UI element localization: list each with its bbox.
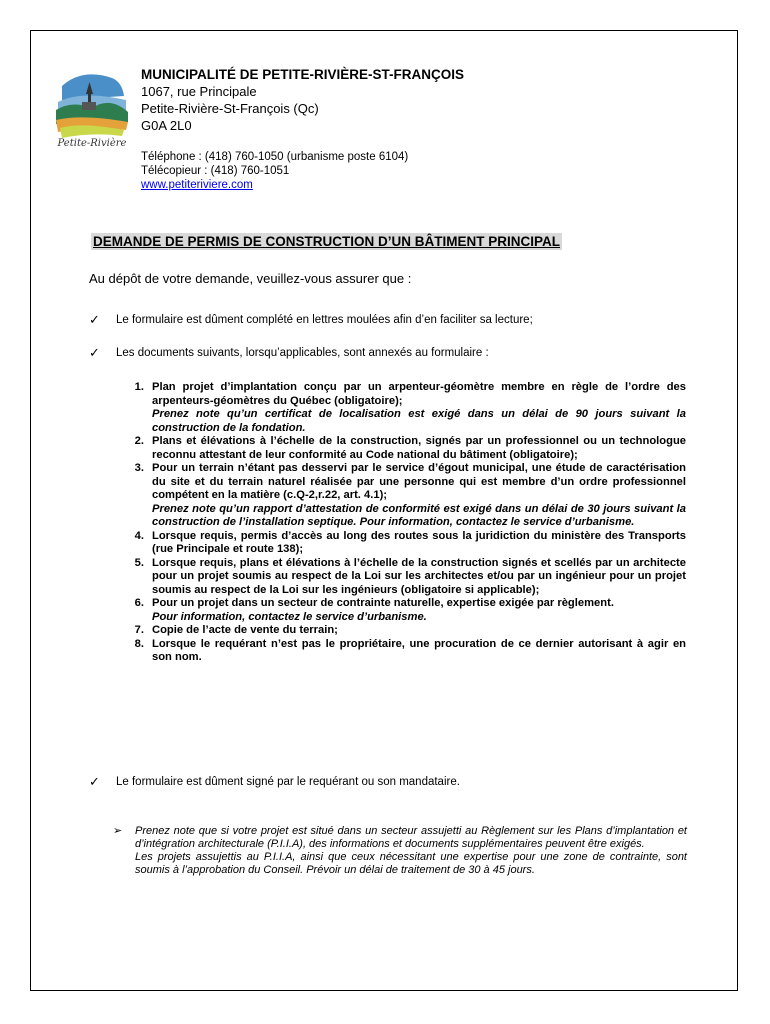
item-number: 8.	[134, 637, 144, 650]
municipality-name: MUNICIPALITÉ DE PETITE-RIVIÈRE-ST-FRANÇOIS	[141, 67, 465, 82]
item-number: 6.	[134, 597, 144, 609]
checklist-item: ✓ Le formulaire est dûment complété en lettres moulées afin d’en faciliter sa lecture;	[89, 312, 533, 327]
checkmark-icon: ✓	[89, 774, 100, 789]
checkmark-icon: ✓	[89, 312, 100, 327]
header-address	[141, 66, 464, 134]
checkmark-icon: ✓	[89, 345, 100, 360]
svg-text:Petite-Rivière: Petite-Rivière	[57, 138, 127, 149]
document-item	[120, 530, 686, 557]
document-item	[120, 435, 686, 462]
address-line1: 1067, rue Principale	[141, 84, 257, 99]
item-number: 2.	[134, 435, 144, 447]
municipality-logo	[52, 66, 132, 154]
item-note: Pour information, contactez le service d’urbanisme.	[152, 610, 427, 623]
notice-paragraph: Prenez note que si votre projet est situé dans un secteur assujetti au Règlement sur les Plans d’implantation et d’intégration architecturale (P.I.I.A), des informations et documents supplémentaires peuvent être exigés.	[135, 825, 687, 850]
item-text: Lorsque requis, plans et élévations à l’échelle de la construction signés et scellés par un architecte pour un projet soumis au respect de la Loi sur les architectes et/ou par un ingénieur pour un projet soumis au respect de la Loi sur les ingénieurs (obligatoire si applicable);	[152, 556, 686, 596]
item-text: Lorsque le requérant n’est pas le propriétaire, une procuration de ce dernier autorisant à agir en son nom.	[152, 637, 686, 663]
document-item	[120, 624, 686, 638]
item-number: 7.	[134, 624, 144, 636]
item-number: 1.	[134, 381, 144, 393]
item-number: 3.	[134, 462, 144, 474]
document-item	[120, 557, 686, 598]
website-link[interactable]: www.petiteriviere.com	[141, 179, 253, 191]
checklist-item: ✓ Le formulaire est dûment signé par le requérant ou son mandataire.	[89, 774, 460, 789]
notice-paragraph: Les projets assujettis au P.I.I.A, ainsi que ceux nécessitant une expertise pour une zone de contrainte, sont soumis à l’approbation du Conseil. Prévoir un délai de traitement de 30 à 45 jours.	[135, 851, 687, 876]
document-item	[120, 638, 686, 665]
document-item	[120, 381, 686, 435]
item-note: Prenez note qu’un certificat de localisation est exigé dans un délai de 90 jours suivant la construction de la fondation.	[152, 408, 686, 434]
required-documents-list	[120, 381, 686, 665]
item-text: Lorsque requis, permis d’accès au long des routes sous la juridiction du ministère des Transports (rue Principale et route 138);	[152, 529, 686, 555]
item-text: Plan projet d’implantation conçu par un arpenteur-géomètre membre en règle de l’ordre des arpenteurs-géomètres du Québec (obligatoire);	[152, 381, 686, 407]
address-line2: Petite-Rivière-St-François (Qc)	[141, 101, 319, 116]
item-text: Plans et élévations à l’échelle de la construction, signés par un professionnel ou un technologue reconnu attestant de leur conformité au Code national du bâtiment (obligatoire);	[152, 435, 686, 461]
arrow-bullet-icon: ➢	[113, 825, 123, 837]
item-text: Pour un terrain n’étant pas desservi par le service d’égout municipal, une étude de caractérisation du site et du terrain naturel réalisée par une personne qui est membre d’un ordre professionnel compétent en la matière (c.Q-2,r.22, art. 4.1);	[152, 462, 686, 501]
item-text: Copie de l’acte de vente du terrain;	[152, 624, 338, 636]
postal-code: G0A 2L0	[141, 118, 192, 133]
checklist-item: ✓ Les documents suivants, lorsqu’applicables, sont annexés au formulaire :	[89, 345, 489, 360]
document-item	[120, 462, 686, 530]
document-item	[120, 597, 686, 624]
item-text: Pour un projet dans un secteur de contrainte naturelle, expertise exigée par règlement.	[152, 597, 614, 609]
phone: Téléphone : (418) 760-1050 (urbanisme poste 6104)	[141, 151, 409, 163]
piia-notice	[113, 825, 687, 877]
contact-info	[141, 150, 408, 192]
item-number: 5.	[134, 556, 144, 569]
intro-text: Au dépôt de votre demande, veuillez-vous assurer que :	[89, 271, 412, 286]
item-number: 4.	[134, 529, 144, 542]
fax: Télécopieur : (418) 760-1051	[141, 165, 290, 177]
document-title: DEMANDE DE PERMIS DE CONSTRUCTION D’UN BÂTIMENT PRINCIPAL	[93, 234, 561, 249]
item-note: Prenez note qu’un rapport d’attestation de conformité est exigé dans un délai de 30 jours suivant la construction de l’installation septique. Pour information, contactez le service d’urbanisme.	[152, 502, 686, 528]
